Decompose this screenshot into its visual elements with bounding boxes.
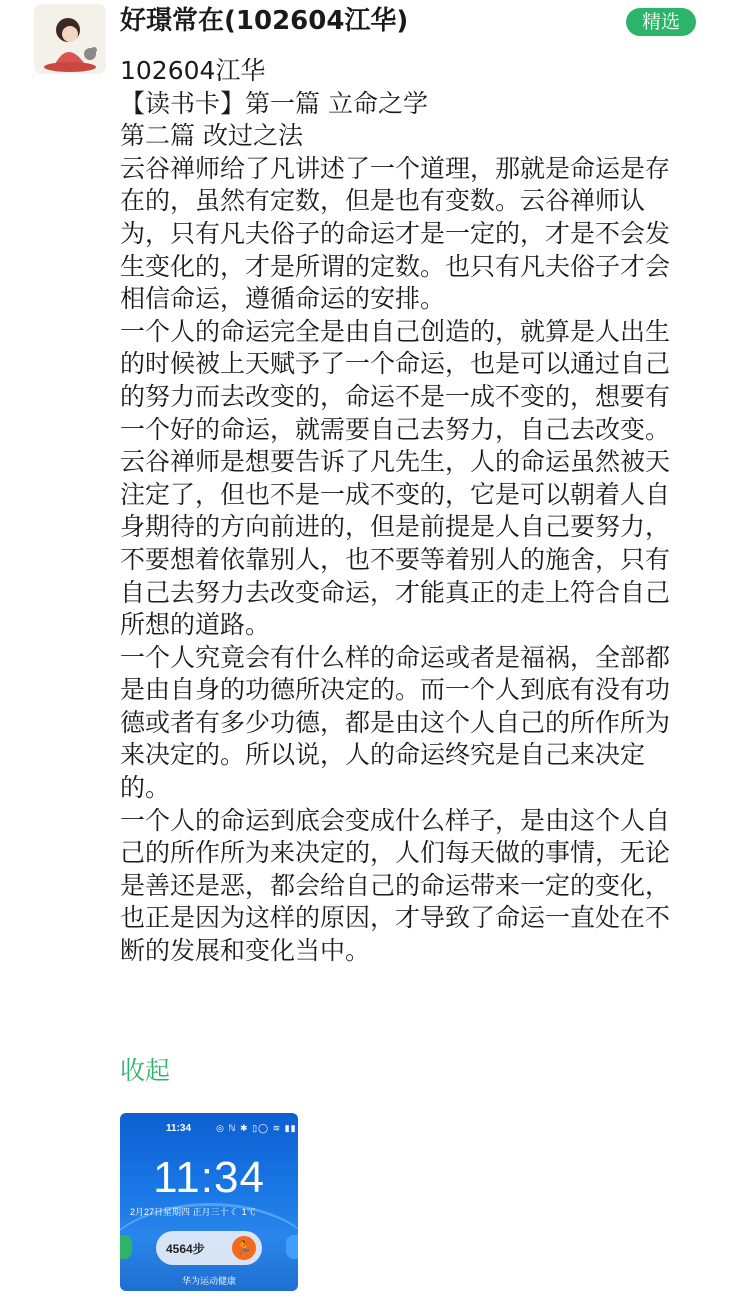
thumb-date: 2月27日星期四 正月三十 ☾ 1℃	[130, 1207, 256, 1217]
post-content	[120, 55, 690, 968]
post-line: 102604江华	[120, 56, 266, 85]
post-paragraph: 云谷禅师给了凡讲述了一个道理，那就是命运是存在的，虽然有定数，但是也有变数。云谷禅师认为，只有凡夫俗子的命运才是一定的，才是不会发生变化的，才是所谓的定数。也只有凡夫俗子才会相信命运，遵循命运的安排。	[120, 153, 671, 314]
post-line: 【读书卡】第一篇 立命之学	[120, 88, 428, 118]
thumb-steps: 4564步	[166, 1242, 205, 1256]
thumb-status-icons: ◎ ℕ ✱ ▯◯ ≋ ▮▮	[216, 1123, 297, 1133]
thumb-steps-widget	[156, 1231, 262, 1265]
post-line: 第二篇 改过之法	[120, 121, 303, 151]
featured-badge: 精选	[626, 8, 696, 36]
running-icon: 🏃	[232, 1236, 256, 1260]
thumb-app-label: 华为运动健康	[181, 1276, 236, 1286]
post-paragraph: 一个人的命运到底会变成什么样子，是由这个人自己的所作所为来决定的，人们每天做的事情，无论是善还是恶，都会给自己的命运带来一定的变化，也正是因为这样的原因，才导致了命运一直处在不断的发展和变化当中。	[120, 805, 671, 966]
attached-image[interactable]	[120, 1113, 298, 1291]
thumb-app-icon-right	[286, 1235, 298, 1259]
collapse-link[interactable]: 收起	[120, 1056, 171, 1085]
username[interactable]: 好璟常在(102604江华)	[120, 6, 409, 36]
thumb-clock: 11:34	[153, 1153, 265, 1202]
avatar[interactable]	[34, 4, 106, 74]
post-paragraph: 一个人究竟会有什么样的命运或者是福祸，全部都是由自身的功德所决定的。而一个人到底有没有功德或者有多少功德，都是由这个人自己的所作所为来决定的。所以说，人的命运终究是自己来决定的。	[120, 642, 671, 803]
avatar-illustration	[34, 4, 106, 74]
post-paragraph: 一个人的命运完全是由自己创造的，就算是人出生的时候被上天赋予了一个命运，也是可以通过自己的努力而去改变的，命运不是一成不变的，想要有一个好的命运，就需要自己去努力，自己去改变。云谷禅师是想要告诉了凡先生，人的命运虽然被天注定了，但也不是一成不变的，它是可以朝着人自身期待的方向前进的，但是前提是人自己要努力，不要想着依靠别人，也不要等着别人的施舍，只有自己去努力去改变命运，才能真正的走上符合自己所想的道路。	[120, 316, 671, 640]
thumb-app-icon-left	[120, 1235, 132, 1259]
thumb-status-time: 11:34	[166, 1123, 192, 1134]
